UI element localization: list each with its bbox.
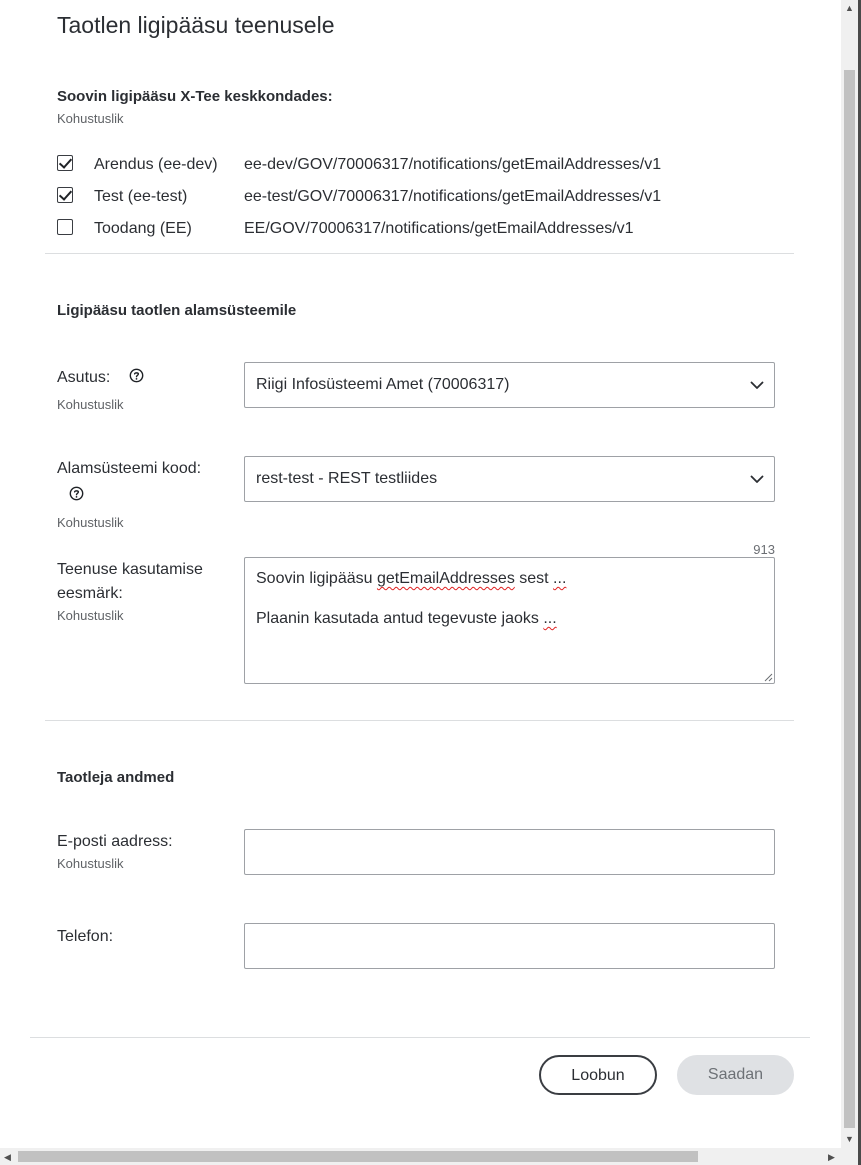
checkbox-ee-test[interactable] (57, 187, 73, 203)
help-icon[interactable] (129, 368, 144, 383)
chevron-down-icon (749, 471, 765, 487)
environment-name: Arendus (ee-dev) (94, 156, 218, 173)
subsystem-code-label: Alamsüsteemi kood: (57, 460, 202, 477)
submit-button[interactable]: Saadan (677, 1055, 794, 1095)
subsystem-code-select[interactable] (244, 456, 775, 502)
environment-path: EE/GOV/70006317/notifications/getEmailAddresses/v1 (244, 220, 634, 237)
environments-heading: Soovin ligipääsu X-Tee keskkondades: (57, 88, 333, 105)
resize-handle-icon[interactable] (763, 672, 773, 682)
phone-field[interactable] (244, 923, 775, 969)
chevron-down-icon (749, 377, 765, 393)
subsystem-code-required: Kohustuslik (57, 515, 124, 530)
phone-label: Telefon: (57, 928, 114, 945)
email-field[interactable] (244, 829, 775, 875)
horizontal-scrollbar[interactable] (0, 1148, 858, 1165)
email-label: E-posti aadress: (57, 833, 173, 850)
section-divider (45, 720, 794, 721)
footer-divider (30, 1037, 810, 1038)
purpose-required: Kohustuslik (57, 608, 124, 623)
purpose-label-line2: eesmärk: (57, 585, 123, 602)
environment-name: Test (ee-test) (94, 188, 188, 205)
dialog-title: Taotlen ligipääsu teenusele (57, 12, 335, 38)
organization-required: Kohustuslik (57, 397, 124, 412)
subsystem-code-select-value: rest-test - REST testliides (256, 470, 438, 487)
environment-row-prod[interactable] (57, 217, 777, 241)
subsystem-heading: Ligipääsu taotlen alamsüsteemile (57, 302, 297, 319)
scroll-up-arrow-icon[interactable]: ▲ (845, 3, 854, 13)
help-icon[interactable] (69, 486, 84, 501)
purpose-text-line: Plaanin kasutada antud tegevuste jaoks ... (256, 610, 557, 627)
cancel-button[interactable]: Loobun (539, 1055, 657, 1095)
scroll-down-arrow-icon[interactable]: ▼ (845, 1134, 854, 1144)
vertical-scrollbar[interactable] (841, 0, 858, 1148)
purpose-label-line1: Teenuse kasutamise (57, 561, 203, 578)
organization-select-value: Riigi Infosüsteemi Amet (70006317) (256, 376, 510, 393)
checkbox-ee-dev[interactable] (57, 155, 73, 171)
environment-name: Toodang (EE) (94, 220, 192, 237)
environment-row-dev[interactable] (57, 153, 777, 177)
character-counter: 913 (753, 542, 775, 557)
horizontal-scrollbar-thumb[interactable] (18, 1151, 698, 1162)
environment-path: ee-test/GOV/70006317/notifications/getEmailAddresses/v1 (244, 188, 662, 205)
environments-required: Kohustuslik (57, 111, 124, 126)
scroll-left-arrow-icon[interactable]: ◀ (4, 1152, 11, 1162)
organization-select[interactable] (244, 362, 775, 408)
applicant-heading: Taotleja andmed (57, 769, 175, 786)
vertical-scrollbar-thumb[interactable] (844, 70, 855, 1128)
environment-path: ee-dev/GOV/70006317/notifications/getEmailAddresses/v1 (244, 156, 662, 173)
purpose-text-line: Soovin ligipääsu getEmailAddresses sest ... (256, 570, 567, 587)
section-divider (45, 253, 794, 254)
scroll-right-arrow-icon[interactable]: ▶ (828, 1152, 835, 1162)
purpose-textarea[interactable] (244, 557, 775, 684)
environment-row-test[interactable] (57, 185, 777, 209)
email-required: Kohustuslik (57, 856, 124, 871)
checkbox-ee-prod[interactable] (57, 219, 73, 235)
organization-label: Asutus: (57, 369, 111, 386)
